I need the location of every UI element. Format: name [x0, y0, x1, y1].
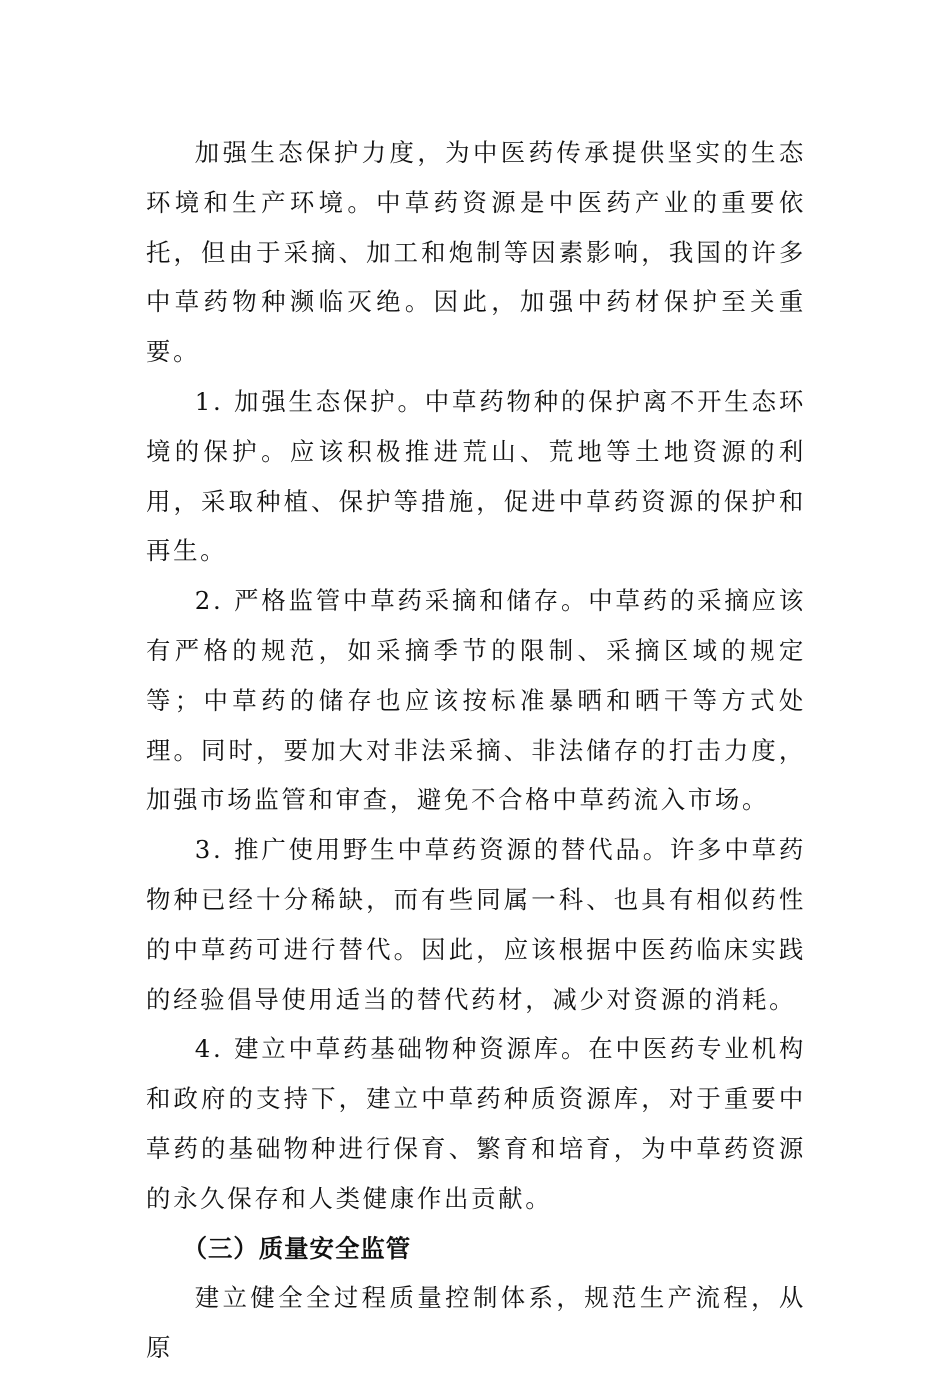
- item-3-paragraph: 3. 推广使用野生中草药资源的替代品。许多中草药物种已经十分稀缺，而有些同属一科、也具有相似药性的中草药可进行替代。因此，应该根据中医药临床实践的经验倡导使用适当的替代药材，减少对资源的消耗。: [146, 835, 806, 1014]
- item-4-paragraph: 4. 建立中草药基础物种资源库。在中医药专业机构和政府的支持下，建立中草药种质资源库，对于重要中草药的基础物种进行保育、繁育和培育，为中草药资源的永久保存和人类健康作出贡献。: [146, 1034, 806, 1213]
- intro-paragraph: 加强生态保护力度，为中医药传承提供坚实的生态环境和生产环境。中草药资源是中医药产业的重要依托，但由于采摘、加工和炮制等因素影响，我国的许多中草药物种濒临灭绝。因此，加强中药材保护至关重要。: [146, 138, 806, 367]
- section-first-paragraph: 建立健全全过程质量控制体系，规范生产流程，从原: [146, 1283, 806, 1363]
- item-2-paragraph: 2. 严格监管中草药采摘和储存。中草药的采摘应该有严格的规范，如采摘季节的限制、采摘区域的规定等；中草药的储存也应该按标准暴晒和晒干等方式处理。同时，要加大对非法采摘、非法储存的打击力度，加强市场监管和审查，避免不合格中草药流入市场。: [146, 586, 806, 815]
- section-heading: （三）质量安全监管: [182, 1233, 412, 1263]
- document-body: [146, 128, 806, 1373]
- item-1-paragraph: 1. 加强生态保护。中草药物种的保护离不开生态环境的保护。应该积极推进荒山、荒地等土地资源的利用，采取种植、保护等措施，促进中草药资源的保护和再生。: [146, 386, 806, 566]
